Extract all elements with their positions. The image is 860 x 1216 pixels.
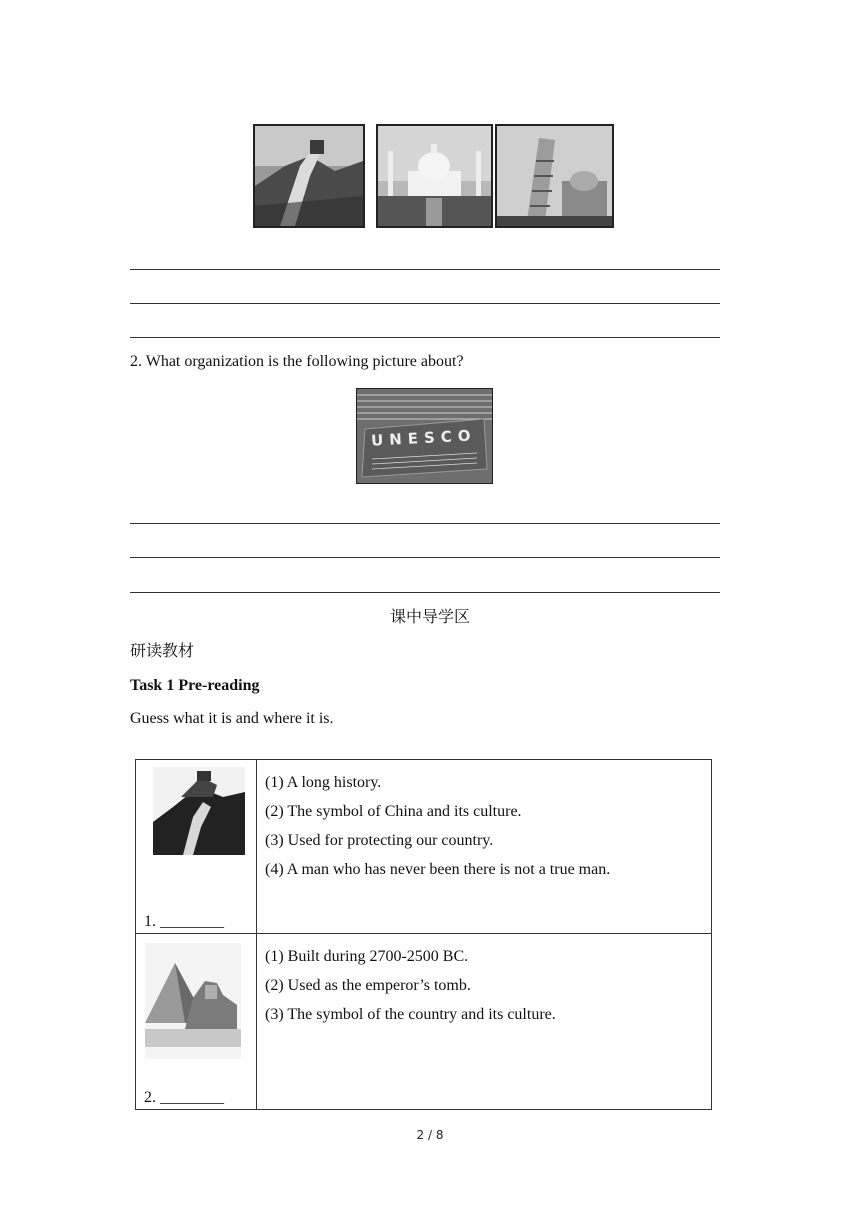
pyramid-sphinx-photo bbox=[145, 943, 241, 1059]
table-row bbox=[136, 934, 712, 1110]
instruction: Guess what it is and where it is. bbox=[130, 710, 334, 727]
great-wall-photo bbox=[253, 124, 365, 228]
clue: (2) Used as the emperor’s tomb. bbox=[265, 977, 471, 994]
answer-blank-2[interactable]: 2. ________ bbox=[144, 1089, 224, 1106]
question-2: 2. What organization is the following picture about? bbox=[130, 353, 464, 370]
clue: (3) The symbol of the country and its culture. bbox=[265, 1006, 556, 1023]
answer-blank-1[interactable]: 1. ________ bbox=[144, 913, 224, 930]
answer-line[interactable] bbox=[130, 337, 720, 338]
clue: (1) Built during 2700-2500 BC. bbox=[265, 948, 469, 965]
clues-cell bbox=[257, 760, 712, 934]
answer-line[interactable] bbox=[130, 557, 720, 558]
unesco-sign-photo bbox=[356, 388, 493, 484]
answer-line[interactable] bbox=[130, 269, 720, 270]
taj-mahal-photo bbox=[376, 124, 493, 228]
great-wall-photo bbox=[153, 767, 245, 855]
clues-cell bbox=[257, 934, 712, 1110]
guess-table bbox=[135, 759, 712, 1110]
image-cell bbox=[136, 760, 257, 934]
table-row bbox=[136, 760, 712, 934]
leaning-tower-of-pisa-photo bbox=[495, 124, 614, 228]
image-cell bbox=[136, 934, 257, 1110]
clue: (2) The symbol of China and its culture. bbox=[265, 803, 522, 820]
clue: (3) Used for protecting our country. bbox=[265, 832, 494, 849]
answer-line[interactable] bbox=[130, 303, 720, 304]
subsection-title: 研读教材 bbox=[130, 641, 195, 660]
task-title: Task 1 Pre-reading bbox=[130, 677, 260, 694]
page-number: 2 / 8 bbox=[416, 1128, 444, 1142]
section-title: 课中导学区 bbox=[389, 607, 470, 626]
answer-line[interactable] bbox=[130, 592, 720, 593]
clue: (1) A long history. bbox=[265, 774, 382, 791]
answer-line[interactable] bbox=[130, 523, 720, 524]
clue: (4) A man who has never been there is not a true man. bbox=[265, 861, 611, 878]
unesco-sign-text: UNESCO bbox=[370, 426, 477, 450]
